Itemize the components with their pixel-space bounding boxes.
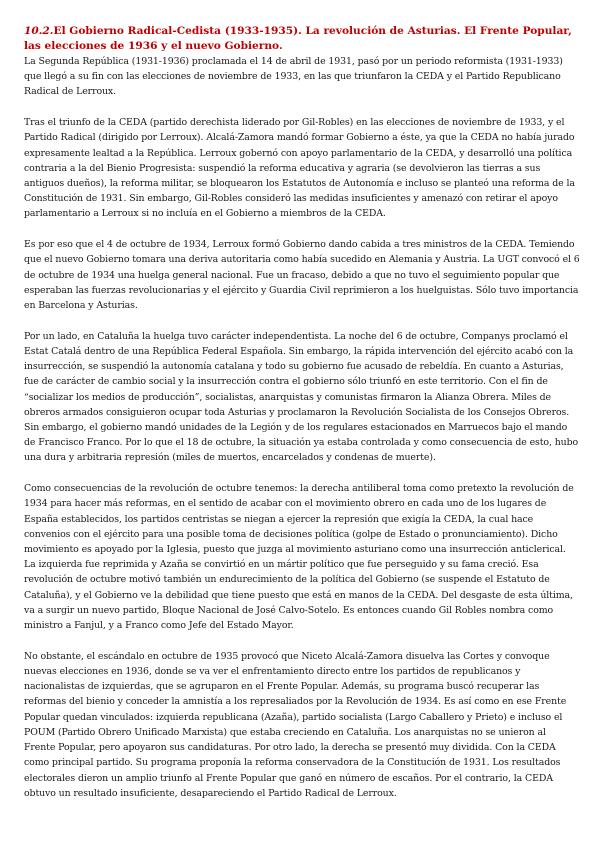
paragraph-intro: La Segunda República (1931-1936) proclamada el 14 de abril de 1931, pasó por un periodo reformista (1931-1933) que llegó a su fin con las elecciones de noviembre de 1933, en las que triunfaron la CEDA y el Partido Republicano Radical de Lerroux.	[24, 56, 563, 98]
paragraph-lerroux-government: Tras el triunfo de la CEDA (partido derechista liderado por Gil-Robles) en las elecciones de noviembre de 1933, y el Partido Radical (dirigido por Lerroux). Alcalá-Zamora mandó formar Gobierno a éste, ya que la CEDA no había jurado expresamente lealtad a la República. Lerroux gobernó con apoyo parlamentario de la CEDA, y desarrolló una política contraria a la del Bienio Progresista: suspendió la reforma educativa y agraria (se devolvieron las tierras a sus antiguos dueños), la reforma militar, se bloquearon los Estatutos de Autonomía e incluso se planteó una reforma de la Constitución de 1931. Sin embargo, Gil-Robles consideró las medidas insuficientes y amenazó con retirar el apoyo parlamentario a Lerroux si no incluía en el Gobierno a miembros de la CEDA.	[24, 117, 575, 220]
title-text: El Gobierno Radical-Cedista (1933-1935). La revolución de Asturias. El Frente Popular, las elecciones de 1936 y el nuevo Gobierno.	[24, 25, 572, 52]
paragraph-consequences: Como consecuencias de la revolución de octubre tenemos: la derecha antiliberal toma como pretexto la revolución de 1934 para hacer más reformas, en el sentido de acabar con el movimiento obrero en cada uno de los lugares de España establecidos, los partidos centristas se niegan a ejercer la represión que exigía la CEDA, la cual hace convenios con el ejército para una posible toma de decisiones política (golpe de Estado o pronunciamiento). Dicho movimiento es apoyado por la Iglesia, puesto que juzga al movimiento asturiano como una insurrección anticlerical. La izquierda fue reprimida y Azaña se convirtió en un mártir político que fue perseguido y su fama creció. Esa revolución de octubre motivó también un endurecimiento de la política del Gobierno (se suspende el Estatuto de Cataluña), y el Gobierno ve la debilidad que tiene puesto que está en manos de la CEDA. Del desgaste de esta última, va a surgir un nuevo partido, Bloque Nacional de José Calvo-Sotelo. Es entonces cuando Gil Robles nombra como ministro a Fanjul, y a Franco como Jefe del Estado Mayor.	[24, 483, 574, 632]
paragraph-october-1934: Es por eso que el 4 de octubre de 1934, Lerroux formó Gobierno dando cabida a tres ministros de la CEDA. Temiendo que el nuevo Gobierno tomara una deriva autoritaria como había sucedido en Alemania y Austria. La UGT convocó el 6 de octubre de 1934 una huelga general nacional. Fue un fracaso, debido a que no tuvo el seguimiento popular que esperaban las fuerzas revolucionarias y el ejército y Guardia Civil reprimieron a los huelguistas. Sólo tuvo importancia en Barcelona y Asturias.	[24, 239, 580, 312]
title-number: 10.2.	[24, 25, 54, 37]
document-title	[24, 24, 580, 54]
paragraph-popular-front: No obstante, el escándalo en octubre de 1935 provocó que Niceto Alcalá-Zamora disuelva las Cortes y convoque nuevas elecciones en 1936, donde se va ver el enfrentamiento directo entre los partidos de republicanos y nacionalistas de izquierdas, que se agruparon en el Frente Popular. Además, su programa buscó recuperar las reformas del bienio y conceder la amnistía a los represaliados por la Revolución de 1934. Es así como en ese Frente Popular quedan vinculados: izquierda republicana (Azaña), partido socialista (Largo Caballero y Prieto) e incluso el POUM (Partido Obrero Unificado Marxista) que estaba creciendo en Cataluña. Los anarquistas no se unieron al Frente Popular, pero apoyaron sus candidaturas. Por otro lado, la derecha se presentó muy dividida. Con la CEDA como principal partido. Su programa proponía la reforma conservadora de la Constitución de 1931. Los resultados electorales dieron un amplio triunfo al Frente Popular que ganó en número de escaños. Por el contrario, la CEDA obtuvo un resultado insuficiente, desapareciendo el Partido Radical de Lerroux.	[24, 650, 567, 799]
document-page	[24, 24, 580, 817]
paragraph-catalonia-asturias: Por un lado, en Cataluña la huelga tuvo carácter independentista. La noche del 6 de octubre, Companys proclamó el Estat Catalá dentro de una República Federal Española. Sin embargo, la rápida intervención del ejército acabó con la insurrección, se suspendió la autonomía catalana y todo su gobierno fue acusado de rebeldía. En cuanto a Asturias, fue de carácter de cambio social y la insurrección contra el gobierno sólo triunfó en este territorio. Con el fin de “socializar los medios de producción”, socialistas, anarquistas y comunistas firmaron la Alianza Obrera. Miles de obreros armados consiguieron ocupar toda Asturias y proclamaron la Revolución Socialista de los Consejos Obreros. Sin embargo, el gobierno mandó unidades de la Legión y de los regulares estacionados en Marruecos bajo el mando de Francisco Franco. Por lo que el 18 de octubre, la situación ya estaba controlada y como consecuencia de esto, hubo una dura y arbitraria represión (miles de muertos, encarcelados y condenas de muerte).	[24, 330, 579, 464]
